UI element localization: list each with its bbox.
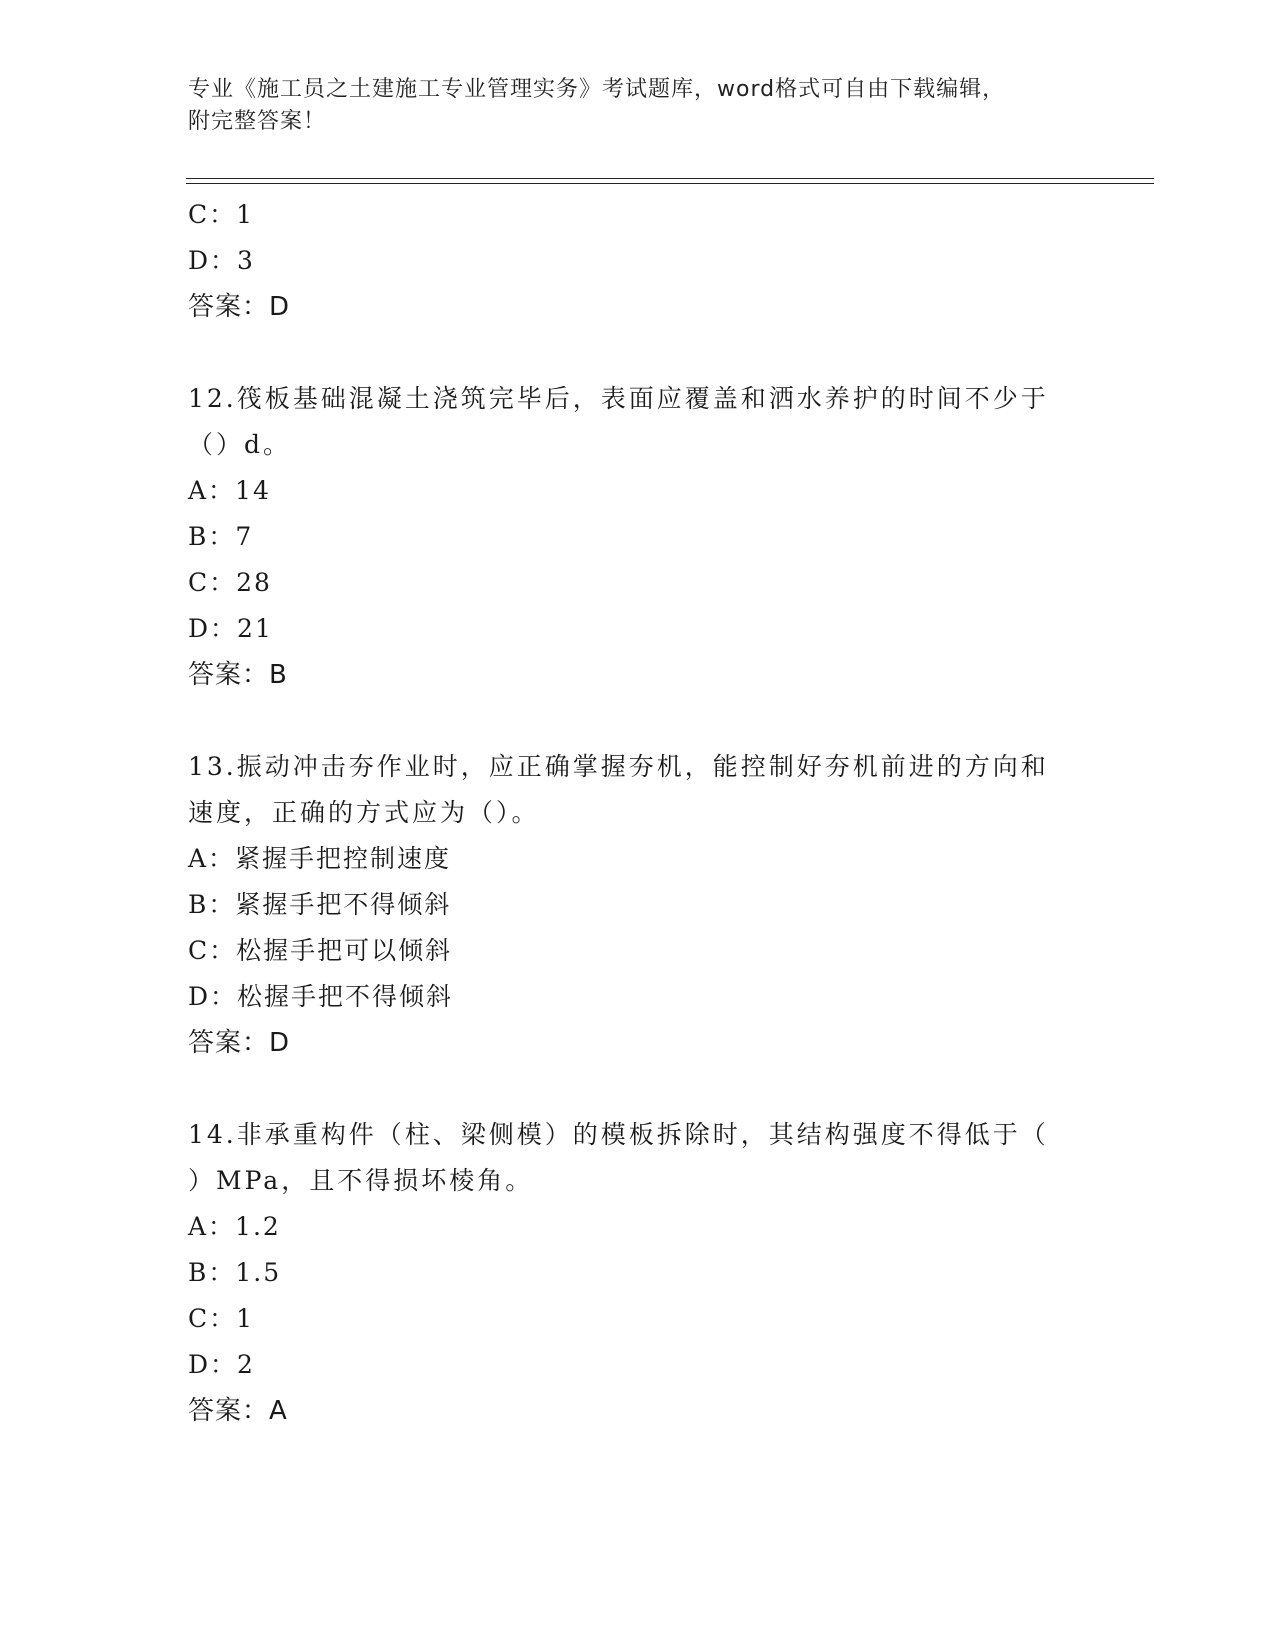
question-13 [188, 744, 1088, 1066]
option-d: D：松握手把不得倾斜 [188, 982, 454, 1011]
option-c: C：1 [188, 1304, 255, 1333]
option-b: B：紧握手把不得倾斜 [188, 890, 452, 919]
option-b: B：7 [188, 522, 254, 551]
option-d: D：2 [188, 1350, 255, 1379]
question-stem-line: 14.非承重构件（柱、梁侧模）的模板拆除时，其结构强度不得低于（ [188, 1120, 1049, 1149]
spacer [188, 698, 1088, 744]
question-stem-line: 速度，正确的方式应为（）。 [188, 798, 540, 827]
question-list [188, 192, 1088, 1434]
question-stem-line: （）d。 [188, 430, 292, 459]
option-a: A：14 [188, 476, 271, 505]
answer-line: 答案：D [188, 292, 291, 322]
option-a: A：紧握手把控制速度 [188, 844, 452, 873]
question-stem-line: ）MPa，且不得损坏棱角。 [188, 1166, 534, 1195]
option-b: B：1.5 [188, 1258, 282, 1287]
header-divider-bottom [186, 183, 1154, 184]
option-c: C：1 [188, 200, 255, 229]
option-d: D：3 [188, 246, 255, 275]
option-a: A：1.2 [188, 1212, 281, 1241]
option-c: C：28 [188, 568, 272, 597]
question-stem-line: 13.振动冲击夯作业时，应正确掌握夯机，能控制好夯机前进的方向和 [188, 752, 1049, 781]
spacer [188, 330, 1088, 376]
header-divider-top [186, 178, 1154, 179]
question-11-continued [188, 192, 1088, 330]
question-stem-line: 12.筏板基础混凝土浇筑完毕后，表面应覆盖和洒水养护的时间不少于 [188, 384, 1049, 413]
header-subtitle-line: 附完整答案！ [188, 109, 327, 134]
question-12 [188, 376, 1088, 698]
answer-line: 答案：D [188, 1028, 291, 1058]
question-14 [188, 1112, 1088, 1434]
answer-line: 答案：B [188, 660, 288, 690]
option-d: D：21 [188, 614, 273, 643]
option-c: C：松握手把可以倾斜 [188, 936, 453, 965]
answer-line: 答案：A [188, 1396, 288, 1426]
header-title-line: 专业《施工员之土建施工专业管理实务》考试题库，word格式可自由下载编辑， [188, 77, 1006, 102]
document-header [188, 74, 1088, 138]
spacer [188, 1066, 1088, 1112]
